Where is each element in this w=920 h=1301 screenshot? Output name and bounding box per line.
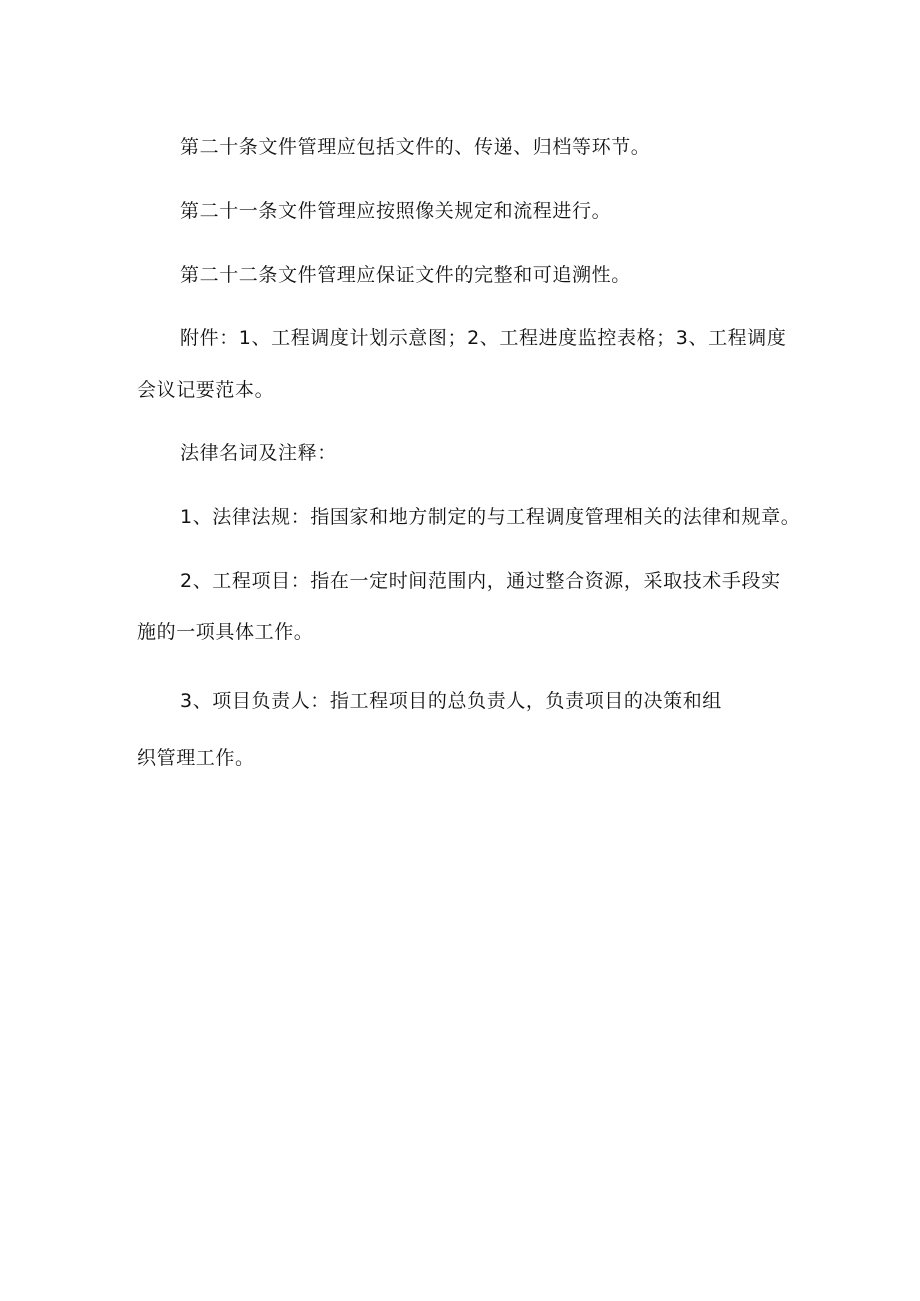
glossary-heading: 法律名词及注释：	[180, 442, 337, 464]
article-21-text: 第二十一条文件管理应按照像关规定和流程进行。	[180, 200, 612, 222]
glossary-item-3-line-2: 织管理工作。	[137, 747, 255, 769]
attachments-text-line-2: 会议记要范本。	[137, 379, 275, 401]
glossary-item-2-line-2: 施的一项具体工作。	[137, 621, 314, 643]
attachments-text-line-1: 附件：1、工程调度计划示意图；2、工程进度监控表格；3、工程调度	[180, 327, 787, 349]
glossary-item-3-line-1: 3、项目负责人：指工程项目的总负责人，负责项目的决策和组	[180, 690, 722, 712]
glossary-item-2-line-1: 2、工程项目：指在一定时间范围内，通过整合资源，采取技术手段实	[180, 570, 781, 592]
article-22-text: 第二十二条文件管理应保证文件的完整和可追溯性。	[180, 264, 631, 286]
glossary-item-1: 1、法律法规：指国家和地方制定的与工程调度管理相关的法律和规章。	[180, 506, 801, 528]
article-20-text: 第二十条文件管理应包括文件的、传递、归档等环节。	[180, 136, 651, 158]
